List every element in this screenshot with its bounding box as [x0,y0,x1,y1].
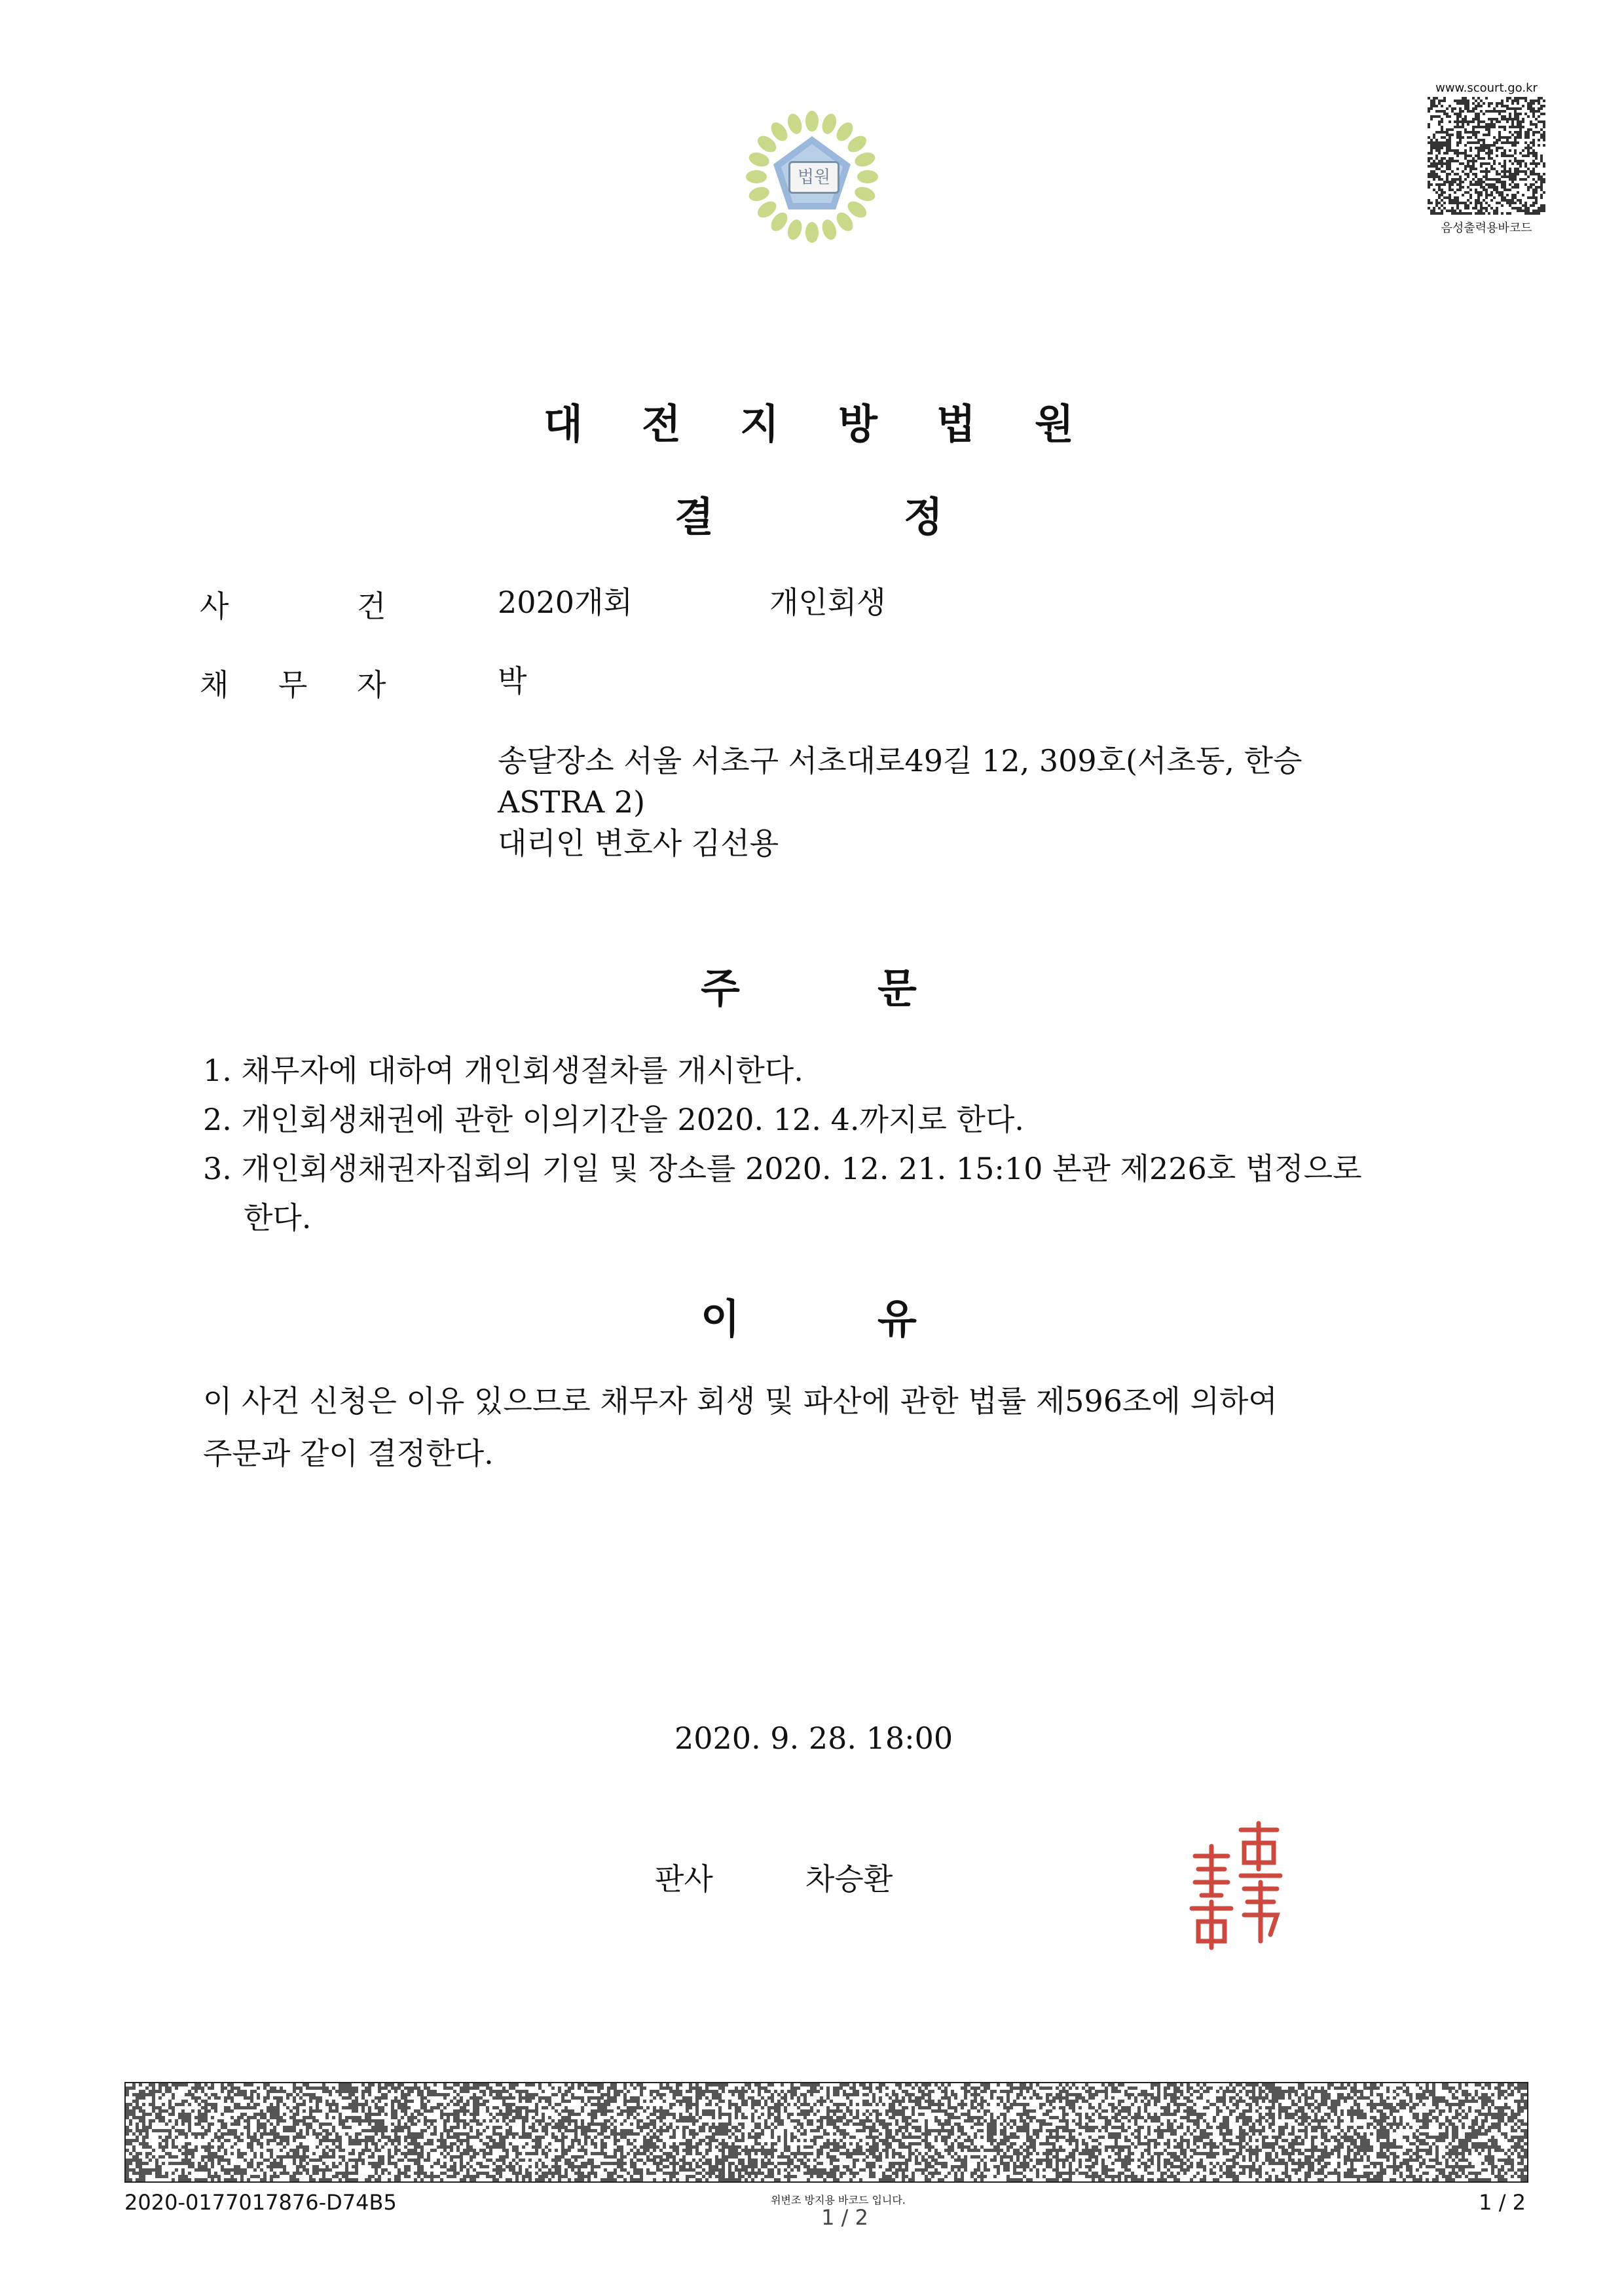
debtor-row [200,661,1509,701]
site-url: www.scourt.go.kr [1435,81,1538,95]
anti-forgery-barcode [124,2082,1528,2183]
barcode-caption: 음성출력용바코드 [1441,221,1532,235]
debtor-label-char: 자 [357,667,386,702]
judge-seal [1179,1817,1290,1961]
order-heading-char: 주 [701,964,740,1012]
reason-heading [701,1286,923,1343]
order-item: 1. 채무자에 대하여 개인회생절차를 개시한다. [203,1053,803,1088]
debtor-name: 박 [498,663,527,699]
case-label-char: 건 [357,589,386,624]
debtor-label-char: 채 [200,667,229,702]
case-label-char: 사 [200,589,229,624]
judge-name: 차승환 [805,1861,893,1897]
decision-datetime: 2020. 9. 28. 18:00 [674,1721,953,1756]
reason-line: 이 사건 신청은 이유 있으므로 채무자 회생 및 파산에 관한 법률 제596조에 의하여 [203,1383,1278,1419]
court-name-char: 법 [936,400,976,448]
service-address-line2: ASTRA 2) [498,784,646,820]
court-name-char: 원 [1035,400,1074,448]
order-item: 3. 개인회생채권자집회의 기일 및 장소를 2020. 12. 21. 15:10 본관 제226호 법정으로 [203,1151,1362,1186]
court-emblem [733,98,891,255]
reason-heading-char: 이 [701,1295,740,1343]
legal-agent: 대리인 변호사 김선용 [498,826,779,861]
service-address-line1: 송달장소 서울 서초구 서초대로49길 12, 309호(서초동, 한승 [498,743,1302,778]
doc-title-char: 결 [674,493,714,541]
reason-heading-char: 유 [877,1295,917,1343]
case-number: 2020개회 [498,585,633,620]
document-id: 2020-0177017876-D74B5 [124,2190,397,2215]
emblem-label: 법원 [788,161,840,194]
seal-stamp-icon [1179,1817,1290,1961]
doc-title-char: 정 [904,493,943,541]
court-name-char: 전 [642,400,681,448]
order-heading-char: 문 [877,964,917,1012]
order-item-continued: 한다. [244,1200,312,1235]
voice-barcode [1428,97,1545,215]
court-name [544,392,1087,448]
order-item: 2. 개인회생채권에 관한 이의기간을 2020. 12. 4.까지로 한다. [203,1102,1024,1137]
order-heading [701,956,923,1012]
case-type: 개인회생 [769,585,886,620]
reason-line: 주문과 같이 결정한다. [203,1436,494,1471]
debtor-label-char: 무 [278,667,308,702]
court-name-char: 대 [544,400,583,448]
case-row [200,583,1509,622]
page-number-center: 1 / 2 [821,2205,868,2230]
court-name-char: 지 [740,400,779,448]
court-name-char: 방 [838,400,877,448]
document-title [674,484,950,541]
barcode-notice: 위변조 방지용 바코드 입니다. [771,2194,906,2206]
judge-title: 판사 [655,1861,713,1897]
page-number-right: 1 / 2 [1479,2190,1526,2215]
